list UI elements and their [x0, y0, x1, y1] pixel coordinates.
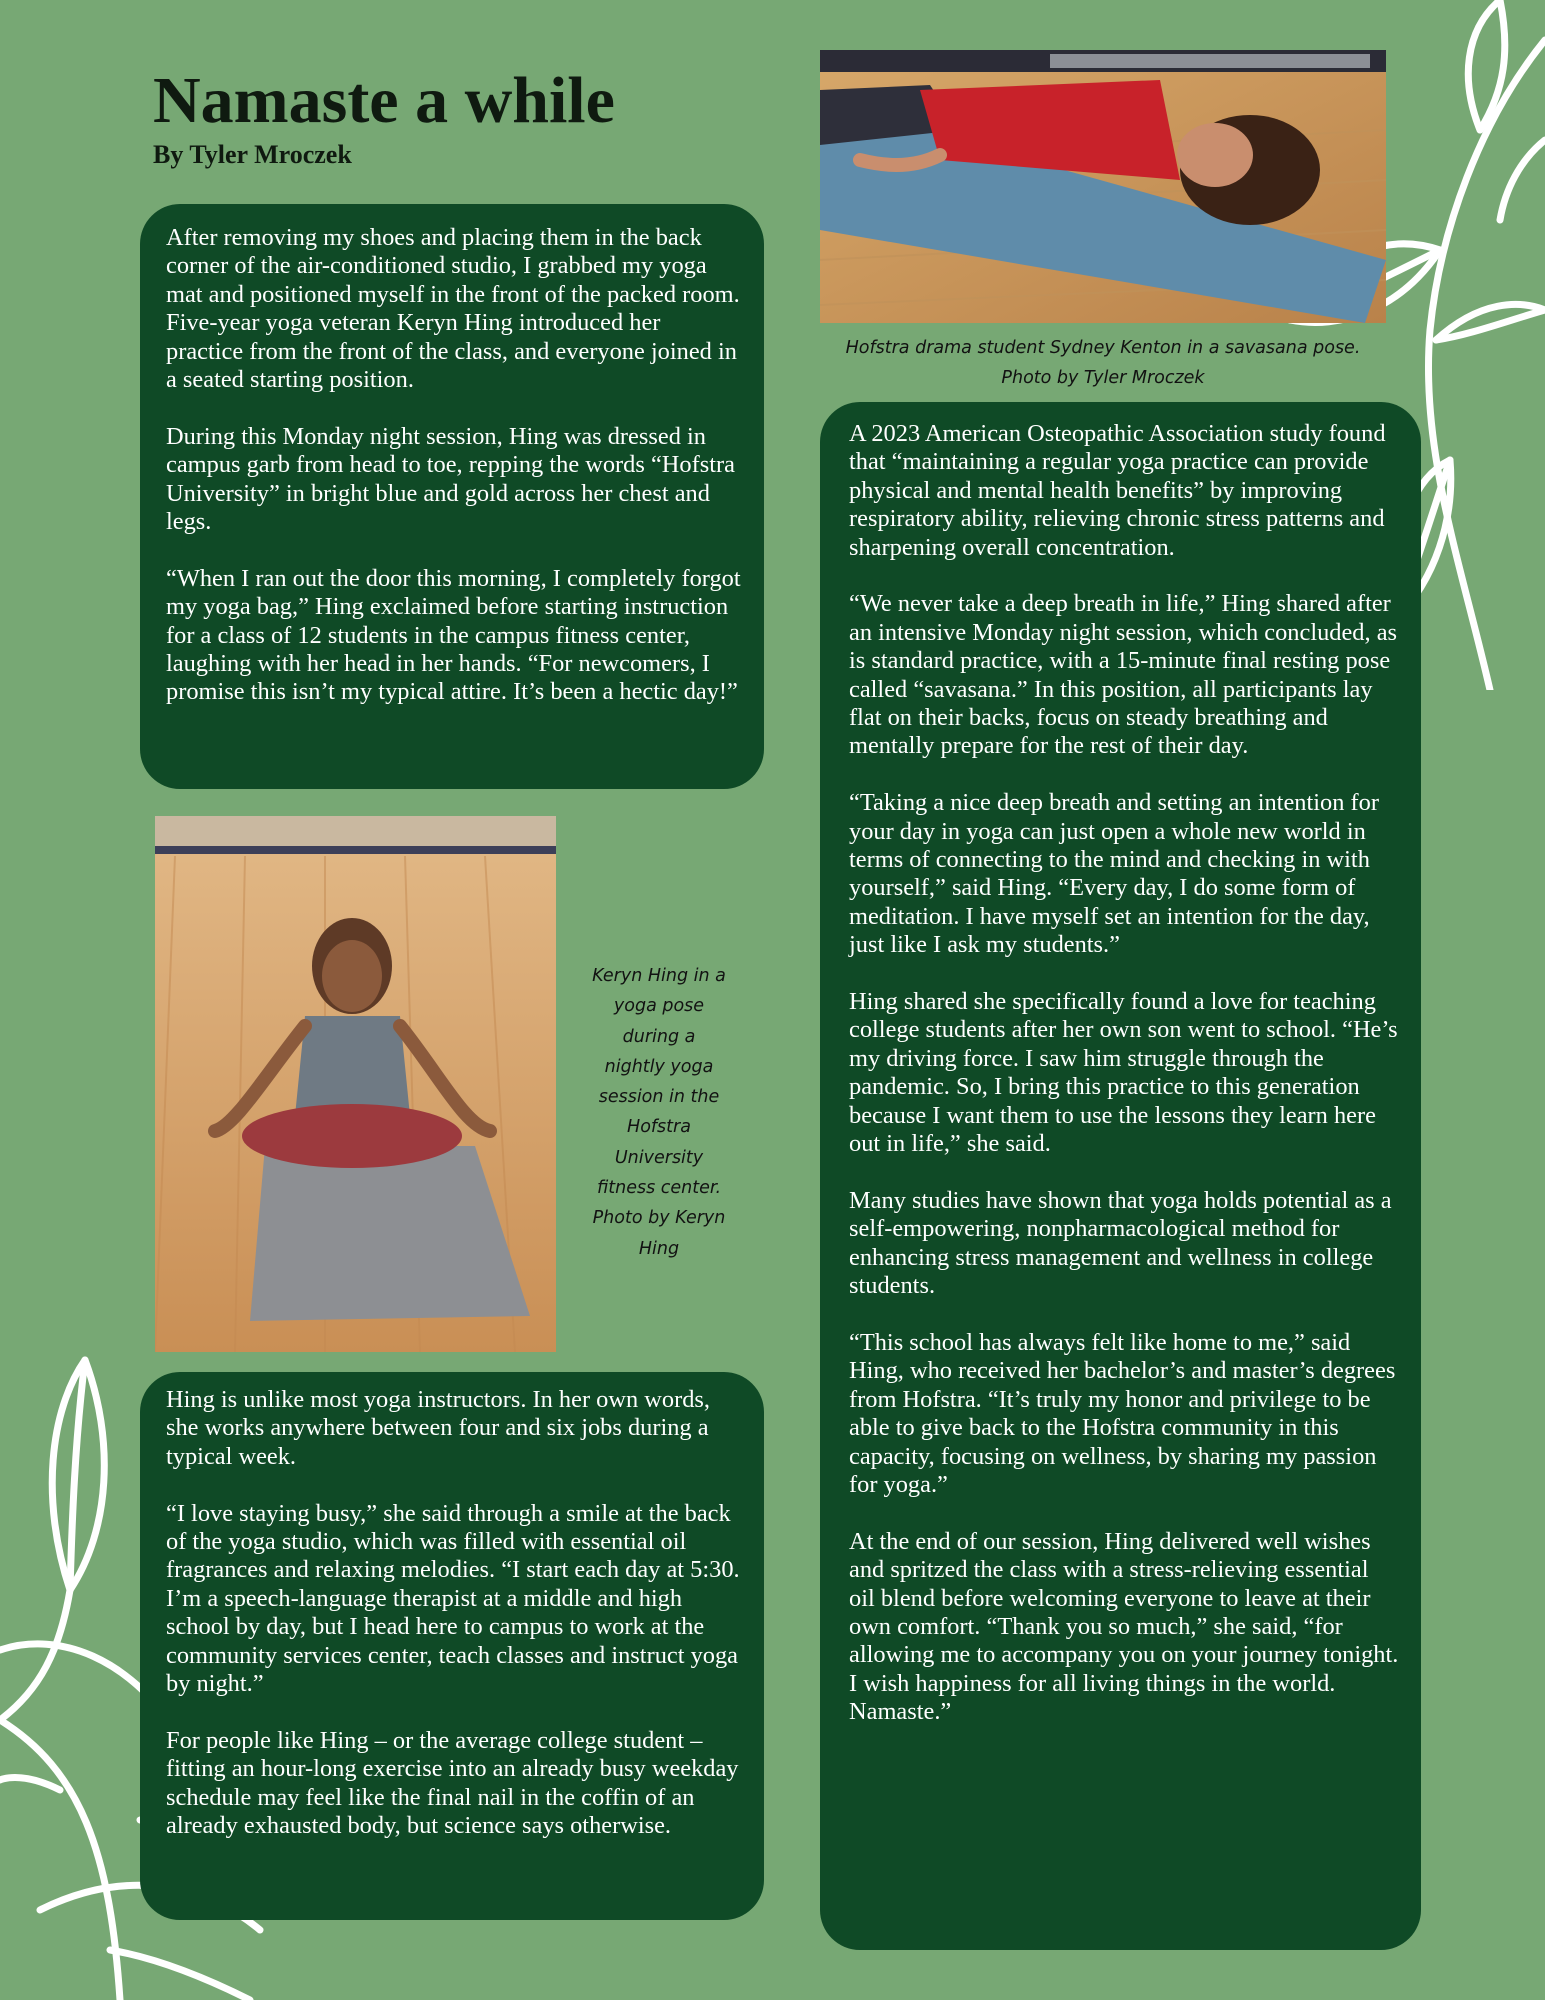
- instructor-caption-line: Hofstra: [627, 1117, 691, 1138]
- instructor-caption-line: University: [614, 1147, 704, 1168]
- body-paragraph: “I love staying busy,” she said through a smile at the back of the yoga studio, which was filled with essential oil fragrances and relaxing melodies. “I start each day at 5:30. I’m a speech-language therapist at a middle and high school by day, but I head here to campus to work at the community services center, teach classes and instruct yoga by night.”: [166, 1499, 740, 1698]
- savasana-photo-caption: [820, 333, 1386, 394]
- article-title: Namaste a while: [153, 64, 615, 137]
- byline: By Tyler Mroczek: [153, 140, 352, 169]
- article-right-panel: [820, 402, 1421, 1950]
- instructor-caption-line: Photo by Keryn: [592, 1208, 726, 1229]
- body-paragraph: “We never take a deep breath in life,” Hing shared after an intensive Monday night session, which concluded, as is standard practice, with a 15-minute final resting pose called “savasana.” In this position, all participants lay flat on their backs, focus on steady breathing and mentally prepare for the rest of their day.: [849, 590, 1398, 760]
- intro-paragraph: “When I ran out the door this morning, I completely forgot my yoga bag,” Hing exclaimed before starting instruction for a class of 12 students in the campus fitness center, laughing with her head in her hands. “For newcomers, I promise this isn’t my typical attire. It’s been a hectic day!”: [166, 564, 741, 706]
- body-paragraph: “Taking a nice deep breath and setting an intention for your day in yoga can just open a whole new world in terms of connecting to the mind and checking in with yourself,” said Hing. “Every day, I do some form of meditation. I have myself set an intention for the day, just like I ask my students.”: [849, 789, 1379, 959]
- article-intro-panel: [140, 204, 764, 789]
- body-paragraph: Hing is unlike most yoga instructors. In her own words, she works anywhere between four and six jobs during a typical week.: [166, 1386, 710, 1470]
- instructor-photo: [155, 816, 556, 1352]
- body-paragraph: A 2023 American Osteopathic Association study found that “maintaining a regular yoga practice can provide physical and mental health benefits” by improving respiratory ability, relieving chronic stress patterns and sharpening overall concentration.: [849, 420, 1386, 561]
- body-paragraph: “This school has always felt like home to me,” said Hing, who received her bachelor’s and master’s degrees from Hofstra. “It’s truly my honor and privilege to be able to give back to the Hofstra community in this capacity, focusing on wellness, by sharing my passion for yoga.”: [849, 1328, 1396, 1498]
- instructor-caption-line: Hing: [638, 1238, 680, 1259]
- instructor-photo-illustration: [155, 816, 556, 1352]
- body-paragraph: At the end of our session, Hing delivered well wishes and spritzed the class with a stress-relieving essential oil blend before welcoming everyone to leave at their own comfort. “Thank you so much,” she said, “for allowing me to accompany you on your journey tonight. I wish happiness for all living things in the world. Namaste.”: [849, 1527, 1399, 1726]
- savasana-caption-line: Hofstra drama student Sydney Kenton in a savasana pose.: [845, 338, 1361, 358]
- instructor-caption-line: Keryn Hing in a: [592, 966, 726, 986]
- instructor-caption-line: yoga pose: [613, 996, 705, 1017]
- intro-paragraph: After removing my shoes and placing them in the back corner of the air-conditioned studio, I grabbed my yoga mat and positioned myself in the front of the packed room. Five-year yoga veteran Keryn Hing introduced her practice from the front of the class, and everyone joined in a seated starting position.: [166, 224, 740, 394]
- instructor-caption-line: session in the: [598, 1087, 720, 1108]
- instructor-photo-caption: [574, 961, 744, 1264]
- intro-paragraph: During this Monday night session, Hing was dressed in campus garb from head to toe, repping the words “Hofstra University” in bright blue and gold across her chest and legs.: [166, 422, 735, 536]
- body-paragraph: Hing shared she specifically found a love for teaching college students after her own son went to school. “He’s my driving force. I saw him struggle through the pandemic. So, I bring this practice to this generation because I want them to use the lessons they learn here out in life,” she said.: [849, 988, 1398, 1158]
- body-paragraph: For people like Hing – or the average college student – fitting an hour-long exercise into an already busy weekday schedule may feel like the final nail in the coffin of an already exhausted body, but science says otherwise.: [166, 1726, 739, 1840]
- instructor-caption-line: nightly yoga: [604, 1056, 714, 1077]
- instructor-caption-line: during a: [622, 1026, 696, 1047]
- body-paragraph: Many studies have shown that yoga holds potential as a self-empowering, nonpharmacological method for enhancing stress management and wellness in college students.: [849, 1186, 1392, 1300]
- savasana-photo-illustration: [820, 50, 1386, 323]
- instructor-caption-line: fitness center.: [596, 1178, 722, 1199]
- savasana-caption-credit: Photo by Tyler Mroczek: [1001, 368, 1205, 389]
- savasana-photo: [820, 50, 1386, 323]
- article-middle-panel: [140, 1372, 764, 1920]
